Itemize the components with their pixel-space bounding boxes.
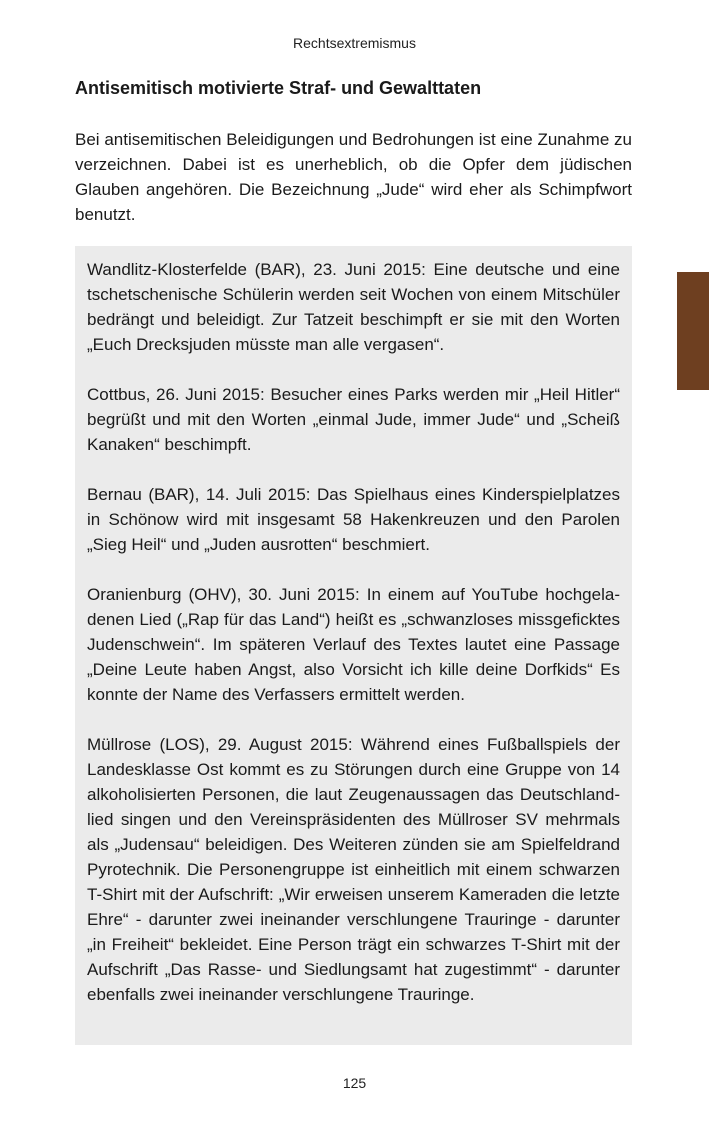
case-entry-oranienburg: Oranienburg (OHV), 30. Juni 2015: In einem auf YouTube hochgeladenen Lied („Rap für das Land“) heißt es „schwanzloses missgeficktes Judenschwein“. Im späteren Verlauf des Textes lautet eine Passage „Deine Leute haben Angst, also Vorsicht ich kille deine Dorfkids“ Es konnte der Name des Verfassers ermittelt werden. <box>87 585 620 704</box>
case-entry-cottbus: Cottbus, 26. Juni 2015: Besucher eines Parks werden mir „Heil Hitler“ begrüßt und mit den Worten „einmal Jude, immer Jude“ und „Scheiß Kanaken“ beschimpft. <box>87 385 620 454</box>
page-number: 125 <box>342 1075 367 1091</box>
intro-paragraph: Bei antisemitischen Beleidigungen und Bedrohungen ist eine Zunahme zu verzeichnen. Dabei ist es unerheblich, ob die Opfer dem jüdischen Glauben angehören. Die Bezeichnung „Jude“ wird eher als Schimpfwort benutzt. <box>75 130 632 224</box>
case-examples-box <box>75 246 632 1045</box>
case-entry-wandlitz: Wandlitz-Klosterfelde (BAR), 23. Juni 2015: Eine deutsche und eine tschetschenische Schülerin werden seit Wochen von einem Mitschüler bedrängt und beleidigt. Zur Tatzeit beschimpft er sie mit den Worten „Euch Drecksjuden müsste man alle vergasen“. <box>87 260 620 354</box>
running-title: Rechtsextremismus <box>293 35 416 51</box>
case-entry-muellrose: Müllrose (LOS), 29. August 2015: Während eines Fußballspiels der Landesklasse Ost kommt es zu Störungen durch eine Gruppe von 14 alkoholisierten Personen, die laut Zeugenaussagen das Deutschlandlied singen und den Vereinspräsidenten des Müllroser SV mehrmals als „Judensau“ beleidigen. Des Weiteren zünden sie am Spielfeldrand Pyrotechnik. Die Personengruppe ist einheitlich mit einem schwarzen T-Shirt mit der Aufschrift: „Wir erweisen unserem Kameraden die letzte Ehre“ - darunter zwei ineinander verschlungene Trauringe - darunter „in Freiheit“ bekleidet. Eine Person trägt ein schwarzes T-Shirt mit der Aufschrift „Das Rasse- und Siedlungsamt hat zugestimmt“ - darunter ebenfalls zwei ineinander verschlungene Trauringe. <box>87 735 620 1004</box>
section-title: Antisemitisch motivierte Straf- und Gewalttaten <box>75 78 482 98</box>
case-entry-bernau: Bernau (BAR), 14. Juli 2015: Das Spielhaus eines Kinderspielplatzes in Schönow wird mit insgesamt 58 Hakenkreuzen und den Parolen „Sieg Heil“ und „Juden ausrotten“ beschmiert. <box>87 485 620 554</box>
chapter-tab-marker <box>677 272 709 390</box>
